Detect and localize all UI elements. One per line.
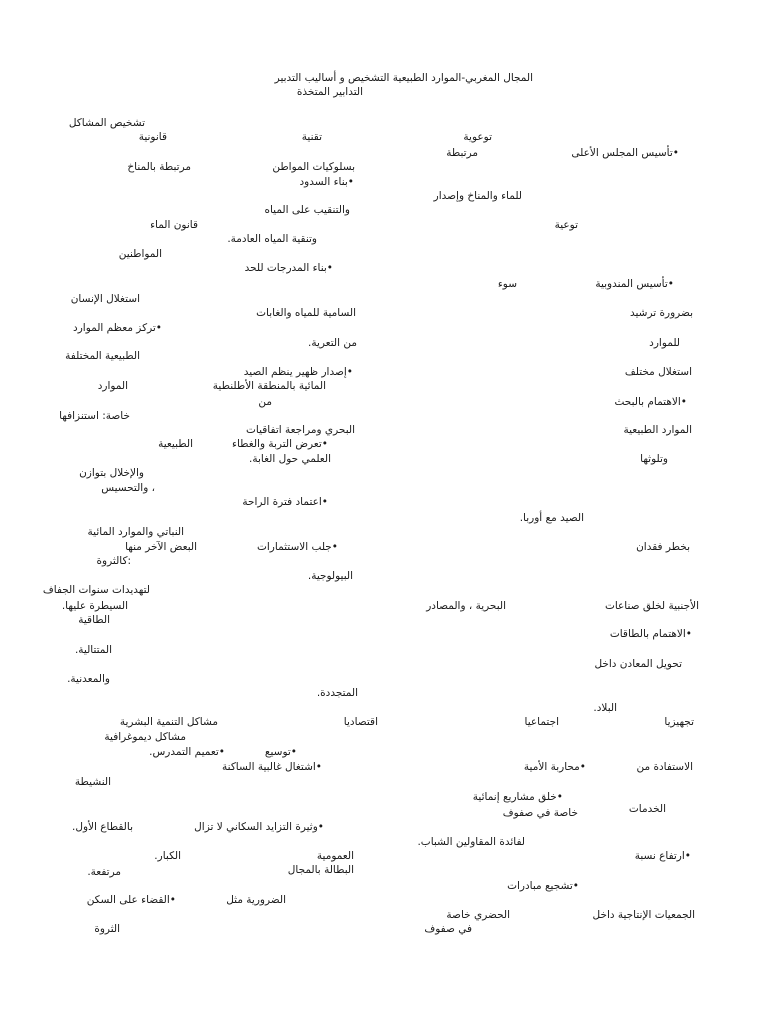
fragment: •الاهتمام بالطاقات — [609, 628, 692, 640]
fragment: •تعرض التربة والغطاء — [232, 438, 328, 450]
title-line-1: المجال المغربي-الموارد الطبيعية التشخيص و أساليب التدبير — [274, 72, 533, 84]
fragment: النشيطة — [74, 776, 111, 788]
fragment: توعية — [554, 219, 578, 231]
fragment: تشخيص المشاكل — [68, 117, 145, 129]
fragment: والإخلال بتوازن — [79, 467, 144, 479]
fragment: وتلوثها — [640, 453, 668, 465]
fragment: السامية للمياه والغابات — [256, 307, 356, 319]
fragment: الموارد — [97, 380, 128, 392]
fragment: •جلب الاستثمارات — [257, 541, 338, 553]
fragment: مرتبطة بالمناخ — [127, 161, 191, 173]
title-line-2: التدابير المتخذة — [296, 86, 363, 98]
fragment: مشاكل التنمية البشرية — [119, 716, 218, 728]
fragment: المائية بالمنطقة الأطلنطية — [212, 380, 326, 392]
fragment: خاصة: استنزافها — [59, 410, 130, 422]
fragment: استغلال مختلف — [624, 366, 692, 378]
fragment: النباتي والموارد المائية — [87, 526, 184, 538]
fragment: مرتبطة — [446, 147, 478, 159]
fragment: الكبار. — [154, 850, 181, 862]
fragment: •محاربة الأمية — [523, 761, 586, 773]
fragment: تقنية — [301, 131, 322, 143]
fragment: الضرورية مثل — [226, 894, 286, 906]
fragment: قانون الماء — [150, 219, 198, 231]
fragment: والتنقيب على المياه — [264, 204, 350, 216]
fragment: العمومية — [316, 850, 354, 862]
fragment: •تعميم التمدرس. — [149, 746, 225, 758]
fragment: •اشتغال غالبية الساكنة — [222, 761, 322, 773]
fragment: الطاقية — [78, 614, 110, 626]
fragment: بالقطاع الأول. — [72, 821, 133, 833]
fragment: •تشجيع مبادرات — [507, 880, 579, 892]
fragment: الاستفادة من — [636, 761, 693, 773]
fragment: الطبيعية — [158, 438, 193, 450]
fragment: المتجددة. — [316, 687, 358, 699]
fragment: المتتالية. — [74, 644, 112, 656]
fragment: الموارد الطبيعية — [623, 424, 692, 436]
fragment: للموارد — [649, 337, 680, 349]
fragment: اقتصاديا — [343, 716, 378, 728]
fragment: الجمعيات الإنتاجية داخل — [592, 909, 695, 921]
fragment: البيولوجية. — [307, 570, 353, 582]
fragment: البحري ومراجعة اتفاقيات — [246, 424, 355, 436]
fragment: استغلال الإنسان — [70, 293, 140, 305]
fragment: توعوية — [463, 131, 492, 143]
fragment: الصيد مع أوربا. — [519, 512, 584, 524]
fragment: قانونية — [138, 131, 167, 143]
fragment: الخدمات — [628, 803, 666, 815]
fragment: اجتماعيا — [524, 716, 559, 728]
fragment: الحضري خاصة — [446, 909, 510, 921]
fragment: •بناء السدود — [299, 176, 354, 188]
fragment: •تأسيس المندوبية — [595, 278, 674, 290]
fragment: •الاهتمام بالبحث — [614, 396, 687, 408]
fragment: من — [258, 396, 272, 408]
fragment: مرتفعة. — [87, 866, 121, 878]
fragment: •تركز معظم الموارد — [73, 322, 162, 334]
fragment: بضرورة ترشيد — [630, 307, 693, 319]
fragment: للماء والمناخ وإصدار — [433, 190, 522, 202]
fragment: •خلق مشاريع إنمائية — [472, 791, 563, 803]
fragment: لتهديدات سنوات الجفاف — [42, 584, 150, 596]
fragment: مشاكل ديموغرافية — [104, 731, 186, 743]
fragment: تجهيزيا — [664, 716, 694, 728]
fragment: المواطنين — [118, 248, 162, 260]
fragment: لفائدة المقاولين الشباب. — [417, 836, 525, 848]
fragment: ، والتحسيس — [101, 482, 155, 494]
fragment: •بناء المدرجات للحد — [244, 262, 333, 274]
fragment: البعض الآخر منها — [125, 541, 197, 553]
fragment: تحويل المعادن داخل — [594, 658, 682, 670]
fragment: الأجنبية لخلق صناعات — [604, 600, 699, 612]
fragment: البطالة بالمجال — [287, 864, 354, 876]
fragment: •اعتماد فترة الراحة — [242, 496, 328, 508]
fragment: الطبيعية المختلفة — [65, 350, 140, 362]
fragment: في صفوف — [424, 923, 472, 935]
fragment: وتنقية المياه العادمة. — [227, 233, 317, 245]
fragment: الثروة — [94, 923, 120, 935]
fragment: من التعرية. — [308, 337, 357, 349]
fragment: البحرية ، والمصادر — [426, 600, 506, 612]
fragment: :كالثروة — [96, 555, 131, 567]
fragment: السيطرة عليها. — [61, 600, 128, 612]
fragment: •توسيع — [264, 746, 297, 758]
fragment: •تأسيس المجلس الأعلى — [571, 147, 679, 159]
fragment: بسلوكيات المواطن — [272, 161, 355, 173]
fragment: خاصة في صفوف — [502, 807, 578, 819]
fragment: العلمي حول الغابة. — [249, 453, 331, 465]
fragment: •القضاء على السكن — [86, 894, 176, 906]
fragment: والمعدنية. — [67, 673, 110, 685]
fragment: •إصدار ظهير ينظم الصيد — [243, 366, 353, 378]
fragment: البلاد. — [593, 702, 617, 714]
fragment: •ارتفاع نسبة — [634, 850, 691, 862]
fragment: •وثيرة التزايد السكاني لا تزال — [194, 821, 324, 833]
fragment: سوء — [497, 278, 517, 290]
fragment: بخطر فقدان — [636, 541, 690, 553]
